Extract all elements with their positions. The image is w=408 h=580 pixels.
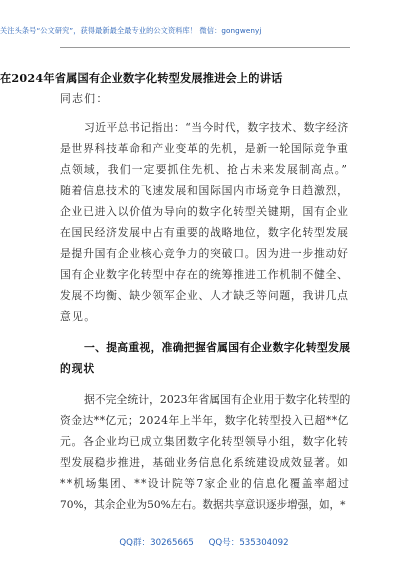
body-line: 在国民经济发展中占有重要的战略地位，数字化转型发展 [60, 226, 349, 239]
body-line: 点领域，我们一定要抓住先机、抢占未来发展制高点。” [60, 163, 348, 176]
page-header [0, 0, 408, 64]
body-line: 70%，其余企业为50%左右。数据共享意识逐步增强，如，* [60, 499, 346, 511]
salutation: 同志们： [60, 92, 109, 105]
body-line: 资金达**亿元；2024年上半年，数字化转型投入已超**亿 [60, 414, 349, 427]
body-line: 发展不均衡、缺少领军企业、人才缺乏等问题，我讲几点 [60, 289, 349, 302]
body-line: 习近平总书记指出：“当今时代，数字技术、数字经济 [84, 121, 349, 134]
section-heading: 一、提高重视，准确把握省属国有企业数字化转型发展 [84, 341, 351, 354]
body-line: 随着信息技术的飞速发展和国际国内市场竞争日趋激烈， [60, 184, 349, 197]
header-banner: 关注头条号“公文研究”，获得最新最全最专业的公文资料库！ 微信：gongwenyj [0, 26, 262, 35]
body-line: 是提升国有企业核心竞争力的突破口。因为进一步推动好 [60, 247, 349, 260]
body-line: 元。各企业均已成立集团数字化转型领导小组，数字化转 [60, 435, 349, 448]
body-line: **机场集团、**设计院等7家企业的信息化覆盖率超过 [60, 477, 351, 490]
body-line: 型发展稳步推进，基础业务信息化系统建设成效显著。如 [60, 456, 349, 469]
body-line: 企业已进入以价值为导向的数字化转型关键期，国有企业 [60, 205, 349, 218]
body-line: 国有企业数字化转型中存在的统筹推进工作机制不健全、 [60, 268, 349, 281]
section-heading-continued: 的现状 [60, 362, 96, 375]
body-line: 意见。 [60, 310, 97, 323]
page-footer [0, 536, 408, 548]
body-line: 是世界科技革命和产业变革的先机，是新一轮国际竞争重 [60, 142, 349, 155]
footer-qq-number: QQ号：535304092 [208, 538, 289, 548]
header-divider [60, 47, 350, 48]
body-line: 据不完全统计，2023年省属国有企业用于数字化转型的 [84, 393, 351, 406]
footer-qq-group: QQ群：30265665 [119, 538, 194, 548]
document-title: 在2024年省属国有企业数字化转型发展推进会上的讲话 [0, 71, 283, 85]
